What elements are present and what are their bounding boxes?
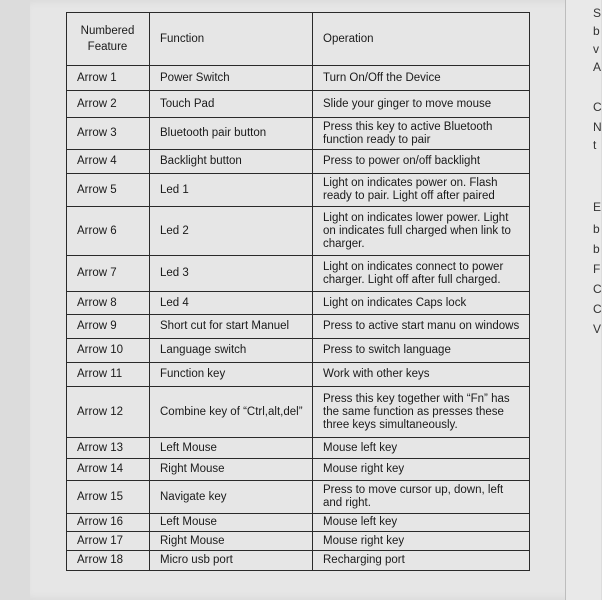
operation-cell: Press this key together with “Fn” has the same function as presses these three keys simultaneously. <box>313 387 530 438</box>
operation-cell: Work with other keys <box>313 363 530 387</box>
feature-table <box>66 12 530 571</box>
feature-number-cell: Arrow 7 <box>67 256 150 292</box>
edge-letter: N <box>593 120 602 134</box>
edge-letter: V <box>593 322 602 336</box>
function-cell: Led 2 <box>150 207 313 256</box>
feature-number-cell: Arrow 10 <box>67 339 150 363</box>
edge-letter: b <box>593 222 600 236</box>
edge-letter: b <box>593 242 600 256</box>
function-cell: Left Mouse <box>150 514 313 532</box>
function-cell: Combine key of “Ctrl,alt,del” <box>150 387 313 438</box>
table-row <box>67 387 530 438</box>
feature-number-cell: Arrow 15 <box>67 481 150 514</box>
operation-cell: Press to active start manu on windows <box>313 315 530 339</box>
operation-cell: Press to switch language <box>313 339 530 363</box>
function-cell: Led 1 <box>150 174 313 207</box>
operation-cell: Light on indicates lower power. Light on indicates full charged when link to charger. <box>313 207 530 256</box>
function-cell: Navigate key <box>150 481 313 514</box>
table-row <box>67 438 530 459</box>
edge-letter: v <box>593 42 599 56</box>
function-cell: Touch Pad <box>150 91 313 118</box>
operation-cell: Recharging port <box>313 551 530 571</box>
function-cell: Function key <box>150 363 313 387</box>
feature-number-cell: Arrow 8 <box>67 292 150 315</box>
function-cell: Led 3 <box>150 256 313 292</box>
table-row <box>67 207 530 256</box>
edge-letter: C <box>593 100 602 114</box>
feature-number-cell: Arrow 16 <box>67 514 150 532</box>
function-cell: Led 4 <box>150 292 313 315</box>
feature-number-cell: Arrow 4 <box>67 150 150 174</box>
table-row <box>67 363 530 387</box>
edge-letter: C <box>593 282 602 296</box>
feature-number-cell: Arrow 5 <box>67 174 150 207</box>
table-row <box>67 551 530 571</box>
operation-cell: Mouse left key <box>313 514 530 532</box>
table-row <box>67 481 530 514</box>
table-row <box>67 66 530 91</box>
function-cell: Left Mouse <box>150 438 313 459</box>
operation-cell: Press to power on/off backlight <box>313 150 530 174</box>
table-row <box>67 459 530 481</box>
operation-cell: Mouse right key <box>313 532 530 551</box>
function-cell: Backlight button <box>150 150 313 174</box>
feature-number-cell: Arrow 18 <box>67 551 150 571</box>
edge-letter: b <box>593 24 600 38</box>
function-cell: Language switch <box>150 339 313 363</box>
header-numbered-feature: Numbered Feature <box>67 13 150 66</box>
table-row <box>67 339 530 363</box>
edge-letter: F <box>593 262 601 276</box>
feature-number-cell: Arrow 6 <box>67 207 150 256</box>
feature-number-cell: Arrow 3 <box>67 118 150 150</box>
table-row <box>67 292 530 315</box>
operation-cell: Light on indicates power on. Flash ready to pair. Light off after paired <box>313 174 530 207</box>
table-row <box>67 174 530 207</box>
feature-number-cell: Arrow 17 <box>67 532 150 551</box>
feature-number-cell: Arrow 9 <box>67 315 150 339</box>
table-row <box>67 532 530 551</box>
operation-cell: Press this key to active Bluetooth function ready to pair <box>313 118 530 150</box>
feature-number-cell: Arrow 12 <box>67 387 150 438</box>
operation-cell: Mouse left key <box>313 438 530 459</box>
edge-letter: t <box>593 138 597 152</box>
feature-number-cell: Arrow 1 <box>67 66 150 91</box>
function-cell: Power Switch <box>150 66 313 91</box>
table-row <box>67 315 530 339</box>
operation-cell: Slide your ginger to move mouse <box>313 91 530 118</box>
table-row <box>67 91 530 118</box>
operation-cell: Press to move cursor up, down, left and right. <box>313 481 530 514</box>
edge-letter: C <box>593 302 602 316</box>
function-cell: Short cut for start Manuel <box>150 315 313 339</box>
feature-number-cell: Arrow 2 <box>67 91 150 118</box>
table-row <box>67 118 530 150</box>
function-cell: Right Mouse <box>150 532 313 551</box>
header-function: Function <box>150 13 313 66</box>
table-row <box>67 150 530 174</box>
function-cell: Right Mouse <box>150 459 313 481</box>
operation-cell: Light on indicates Caps lock <box>313 292 530 315</box>
feature-number-cell: Arrow 14 <box>67 459 150 481</box>
table-row <box>67 256 530 292</box>
function-cell: Micro usb port <box>150 551 313 571</box>
edge-letter: E <box>593 200 602 214</box>
adjacent-page-edge <box>565 0 601 600</box>
operation-cell: Mouse right key <box>313 459 530 481</box>
edge-letter: S <box>593 6 602 20</box>
function-cell: Bluetooth pair button <box>150 118 313 150</box>
feature-number-cell: Arrow 13 <box>67 438 150 459</box>
edge-letter: A <box>593 60 602 74</box>
table-row <box>67 514 530 532</box>
header-operation: Operation <box>313 13 530 66</box>
feature-number-cell: Arrow 11 <box>67 363 150 387</box>
operation-cell: Turn On/Off the Device <box>313 66 530 91</box>
operation-cell: Light on indicates connect to power charger. Light off after full charged. <box>313 256 530 292</box>
table-header-row <box>67 13 530 66</box>
